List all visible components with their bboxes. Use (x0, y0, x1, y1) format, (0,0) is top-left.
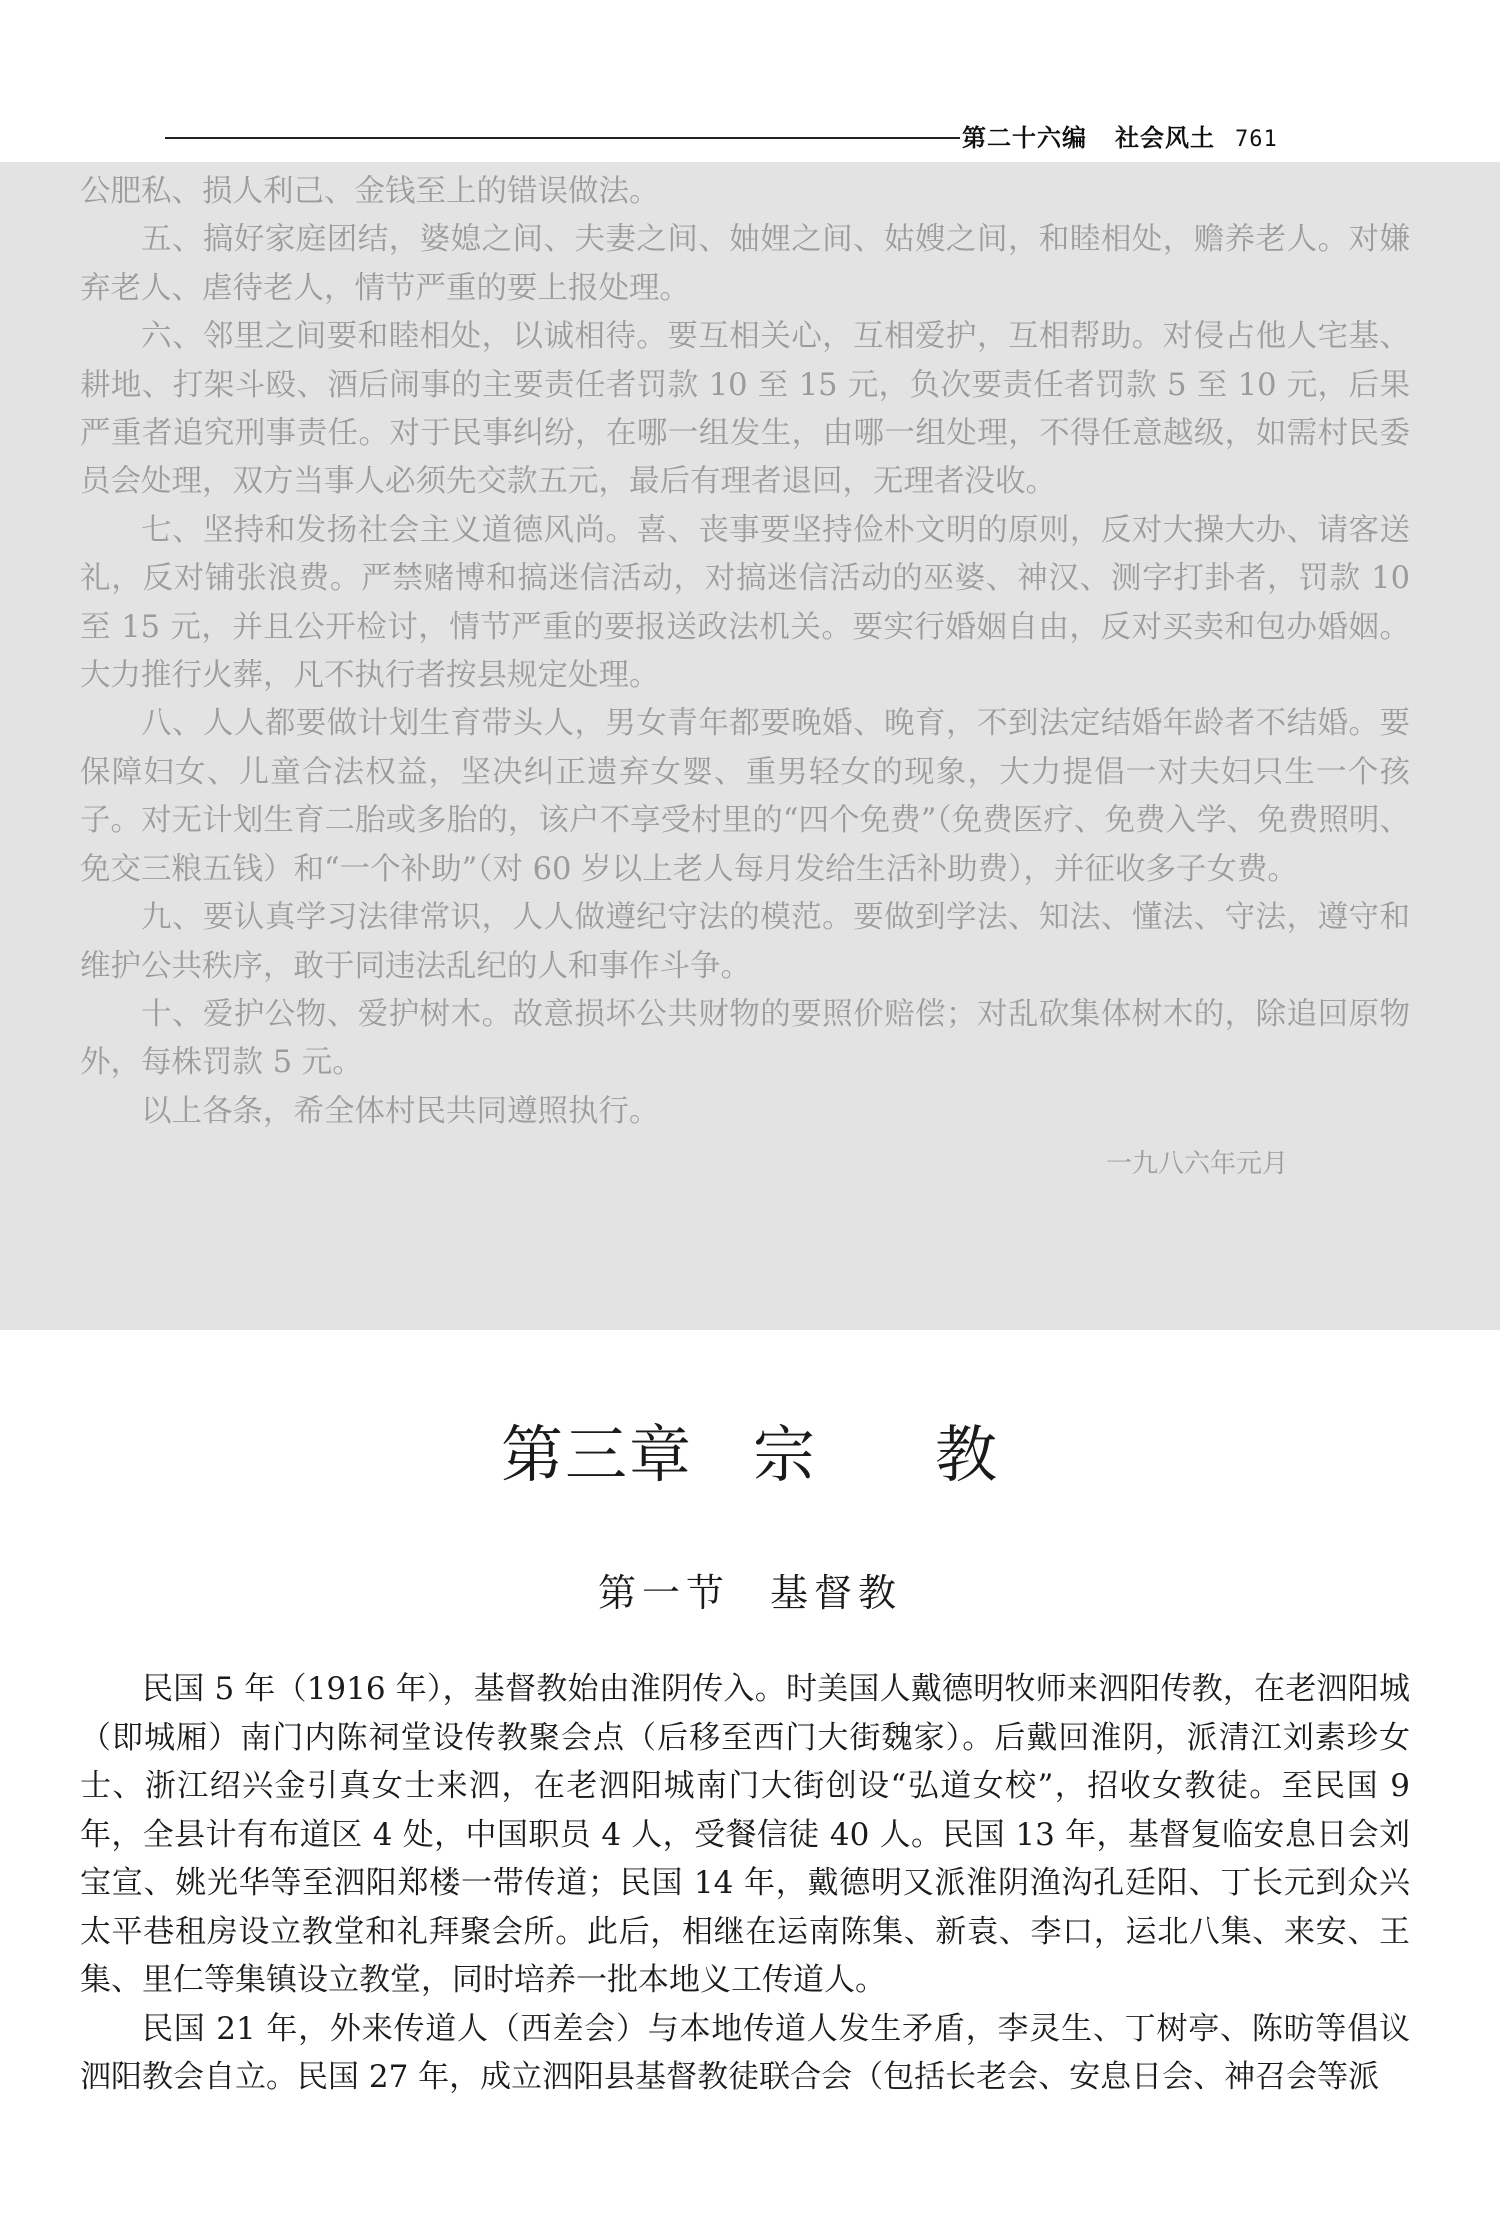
section-name: 基督教 (770, 1571, 903, 1615)
rules-paragraph-9: 九、要认真学习法律常识，人人做遵纪守法的模范。要做到学法、知法、懂法、守法，遵守和维护公共秩序，敢于同违法乱纪的人和事作斗争。 (80, 900, 1410, 984)
header-rule (165, 137, 960, 139)
header-text (962, 118, 1278, 153)
chapter-title-char-2: 教 (935, 1418, 1000, 1491)
rules-paragraph-6: 六、邻里之间要和睦相处，以诚相待。要互相关心，互相爱护，互相帮助。对侵占他人宅基、耕地、打架斗殴、酒后闹事的主要责任者罚款 10 至 15 元，负次要责任者罚款 5 至 10 元，后果严重者追究刑事责任。对于民事纠纷，在哪一组发生，由哪一组处理，不得任意越级，如需村民委员会处理，双方当事人必须先交款五元，最后有理者退回，无理者没收。 (80, 319, 1410, 500)
rules-date: 一九八六年元月 (1105, 1149, 1288, 1180)
rules-paragraph-10: 十、爱护公物、爱护树木。故意损坏公共财物的要照价赔偿；对乱砍集体树木的，除追回原物外，每株罚款 5 元。 (80, 996, 1410, 1081)
section-label: 第一节 (597, 1571, 730, 1615)
christianity-body-text (80, 1665, 1410, 2102)
rules-paragraph-8: 八、人人都要做计划生育带头人，男女青年都要晚婚、晚育，不到法定结婚年龄者不结婚。要保障妇女、儿童合法权益，坚决纠正遗弃女婴、重男轻女的现象，大力提倡一对夫妇只生一个孩子。对无计划生育二胎或多胎的，该户不享受村里的“四个免费”（免费医疗、免费入学、免费照明、免交三粮五钱）和“一个补助”（对 60 岁以上老人每月发给生活补助费），并征收多子女费。 (80, 706, 1410, 887)
header-section: 第二十六编 (962, 124, 1087, 152)
running-header (165, 116, 1332, 156)
village-rules-text (80, 168, 1410, 1189)
page-number: 761 (1235, 127, 1278, 152)
chapter-title (0, 1405, 1500, 1494)
chapter-label: 第三章 (500, 1418, 693, 1491)
header-title: 社会风土 (1115, 124, 1215, 152)
rules-paragraph-5: 五、搞好家庭团结，婆媳之间、夫妻之间、妯娌之间、姑嫂之间，和睦相处，赡养老人。对嫌弃老人、虐待老人，情节严重的要上报处理。 (80, 222, 1410, 306)
section-title (0, 1562, 1500, 1617)
rules-paragraph-continuation: 公肥私、损人利己、金钱至上的错误做法。 (80, 174, 660, 209)
chapter-title-char-1: 宗 (752, 1418, 817, 1491)
body-paragraph-2: 民国 21 年，外来传道人（西差会）与本地传道人发生矛盾，李灵生、丁树亭、陈昉等倡议泗阳教会自立。民国 27 年，成立泗阳县基督教徒联合会（包括长老会、安息日会、神召会等派 (80, 2010, 1410, 2095)
body-paragraph-1: 民国 5 年（1916 年），基督教始由淮阴传入。时美国人戴德明牧师来泗阳传教，在老泗阳城（即城厢）南门内陈祠堂设传教聚会点（后移至西门大街魏家）。后戴回淮阴，派清江刘素珍女士、浙江绍兴金引真女士来泗，在老泗阳城南门大街创设“弘道女校”，招收女教徒。至民国 9 年，全县计有布道区 4 处，中国职员 4 人，受餐信徒 40 人。民国 13 年，基督复临安息日会刘宝宣、姚光华等至泗阳郑楼一带传道；民国 14 年，戴德明又派淮阴渔沟孔廷阳、丁长元到众兴太平巷租房设立教堂和礼拜聚会所。此后，相继在运南陈集、新袁、李口，运北八集、来安、王集、里仁等集镇设立教堂，同时培养一批本地义工传道人。 (80, 1671, 1410, 1998)
rules-paragraph-7: 七、坚持和发扬社会主义道德风尚。喜、丧事要坚持俭朴文明的原则，反对大操大办、请客送礼，反对铺张浪费。严禁赌博和搞迷信活动，对搞迷信活动的巫婆、神汉、测字打卦者，罚款 10 至 15 元，并且公开检讨，情节严重的要报送政法机关。要实行婚姻自由，反对买卖和包办婚姻。大力推行火葬，凡不执行者按县规定处理。 (80, 512, 1410, 694)
rules-closing: 以上各条，希全体村民共同遵照执行。 (141, 1093, 660, 1129)
